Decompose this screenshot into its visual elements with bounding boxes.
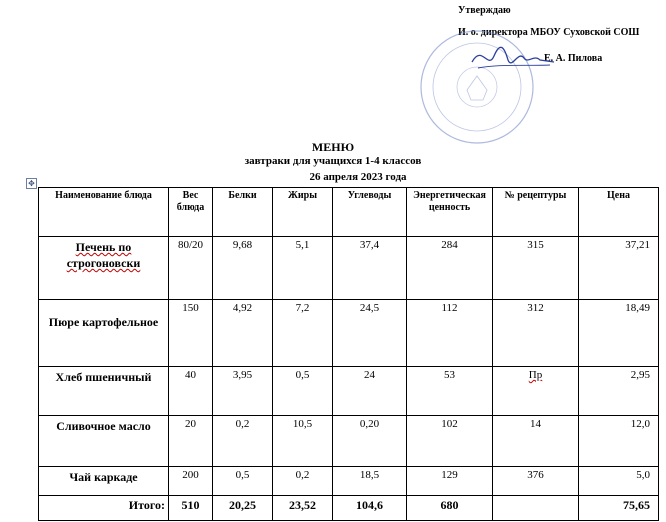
cell-recipe: [493, 367, 579, 416]
dish-name: Хлеб пшеничный: [39, 367, 169, 416]
cell-recipe: 14: [493, 416, 579, 467]
dish-name-text: Печень по строгоновски: [66, 240, 141, 270]
total-weight: 510: [169, 496, 213, 521]
table-move-handle-icon[interactable]: ✥: [26, 178, 37, 189]
cell-price: 18,49: [579, 300, 659, 367]
menu-table: [38, 187, 659, 521]
cell-energy: 129: [407, 467, 493, 496]
cell-price: 2,95: [579, 367, 659, 416]
total-carbs: 104,6: [333, 496, 407, 521]
total-fats: 23,52: [273, 496, 333, 521]
table-total-row: [39, 496, 659, 521]
header-proteins: Белки: [213, 188, 273, 237]
cell-weight: 80/20: [169, 237, 213, 300]
total-proteins: 20,25: [213, 496, 273, 521]
cell-carbs: 18,5: [333, 467, 407, 496]
header-fats: Жиры: [273, 188, 333, 237]
table-row: [39, 467, 659, 496]
cell-weight: 20: [169, 416, 213, 467]
cell-recipe: 315: [493, 237, 579, 300]
total-recipe: [493, 496, 579, 521]
table-row: [39, 237, 659, 300]
cell-energy: 284: [407, 237, 493, 300]
dish-name: Чай каркаде: [39, 467, 169, 496]
signature-icon: [468, 40, 558, 76]
recipe-text: Пр: [528, 369, 543, 381]
header-energy: Энергетическая ценность: [407, 188, 493, 237]
cell-fats: 0,5: [273, 367, 333, 416]
cell-weight: 40: [169, 367, 213, 416]
cell-energy: 112: [407, 300, 493, 367]
cell-energy: 102: [407, 416, 493, 467]
dish-name: [39, 237, 169, 300]
table-row: [39, 300, 659, 367]
header-carbs: Углеводы: [333, 188, 407, 237]
cell-price: 12,0: [579, 416, 659, 467]
cell-proteins: 4,92: [213, 300, 273, 367]
approval-line-1: Утверждаю: [458, 5, 511, 16]
header-recipe: № рецептуры: [493, 188, 579, 237]
table-row: [39, 416, 659, 467]
cell-proteins: 3,95: [213, 367, 273, 416]
table-row: [39, 367, 659, 416]
cell-carbs: 37,4: [333, 237, 407, 300]
cell-carbs: 0,20: [333, 416, 407, 467]
menu-title: МЕНЮ: [311, 140, 355, 154]
menu-date: 26 апреля 2023 года: [309, 171, 407, 183]
cell-fats: 7,2: [273, 300, 333, 367]
cell-fats: 5,1: [273, 237, 333, 300]
cell-recipe: 376: [493, 467, 579, 496]
cell-proteins: 0,2: [213, 416, 273, 467]
cell-price: 37,21: [579, 237, 659, 300]
cell-fats: 10,5: [273, 416, 333, 467]
cell-energy: 53: [407, 367, 493, 416]
cell-fats: 0,2: [273, 467, 333, 496]
cell-proteins: 0,5: [213, 467, 273, 496]
dish-name: Сливочное масло: [39, 416, 169, 467]
total-price: 75,65: [579, 496, 659, 521]
header-price: Цена: [579, 188, 659, 237]
table-header-row: [39, 188, 659, 237]
cell-carbs: 24: [333, 367, 407, 416]
total-label: Итого:: [39, 496, 169, 521]
total-energy: 680: [407, 496, 493, 521]
approval-line-2: И. о. директора МБОУ Суховской СОШ: [458, 27, 640, 38]
cell-carbs: 24,5: [333, 300, 407, 367]
cell-weight: 150: [169, 300, 213, 367]
dish-name: Пюре картофельное: [39, 300, 169, 367]
approval-line-3: Е. А. Пилова: [544, 53, 603, 64]
cell-weight: 200: [169, 467, 213, 496]
cell-price: 5,0: [579, 467, 659, 496]
menu-subtitle: завтраки для учащихся 1-4 классов: [244, 155, 422, 167]
header-weight: Вес блюда: [169, 188, 213, 237]
cell-proteins: 9,68: [213, 237, 273, 300]
cell-recipe: 312: [493, 300, 579, 367]
header-name: Наименование блюда: [39, 188, 169, 237]
